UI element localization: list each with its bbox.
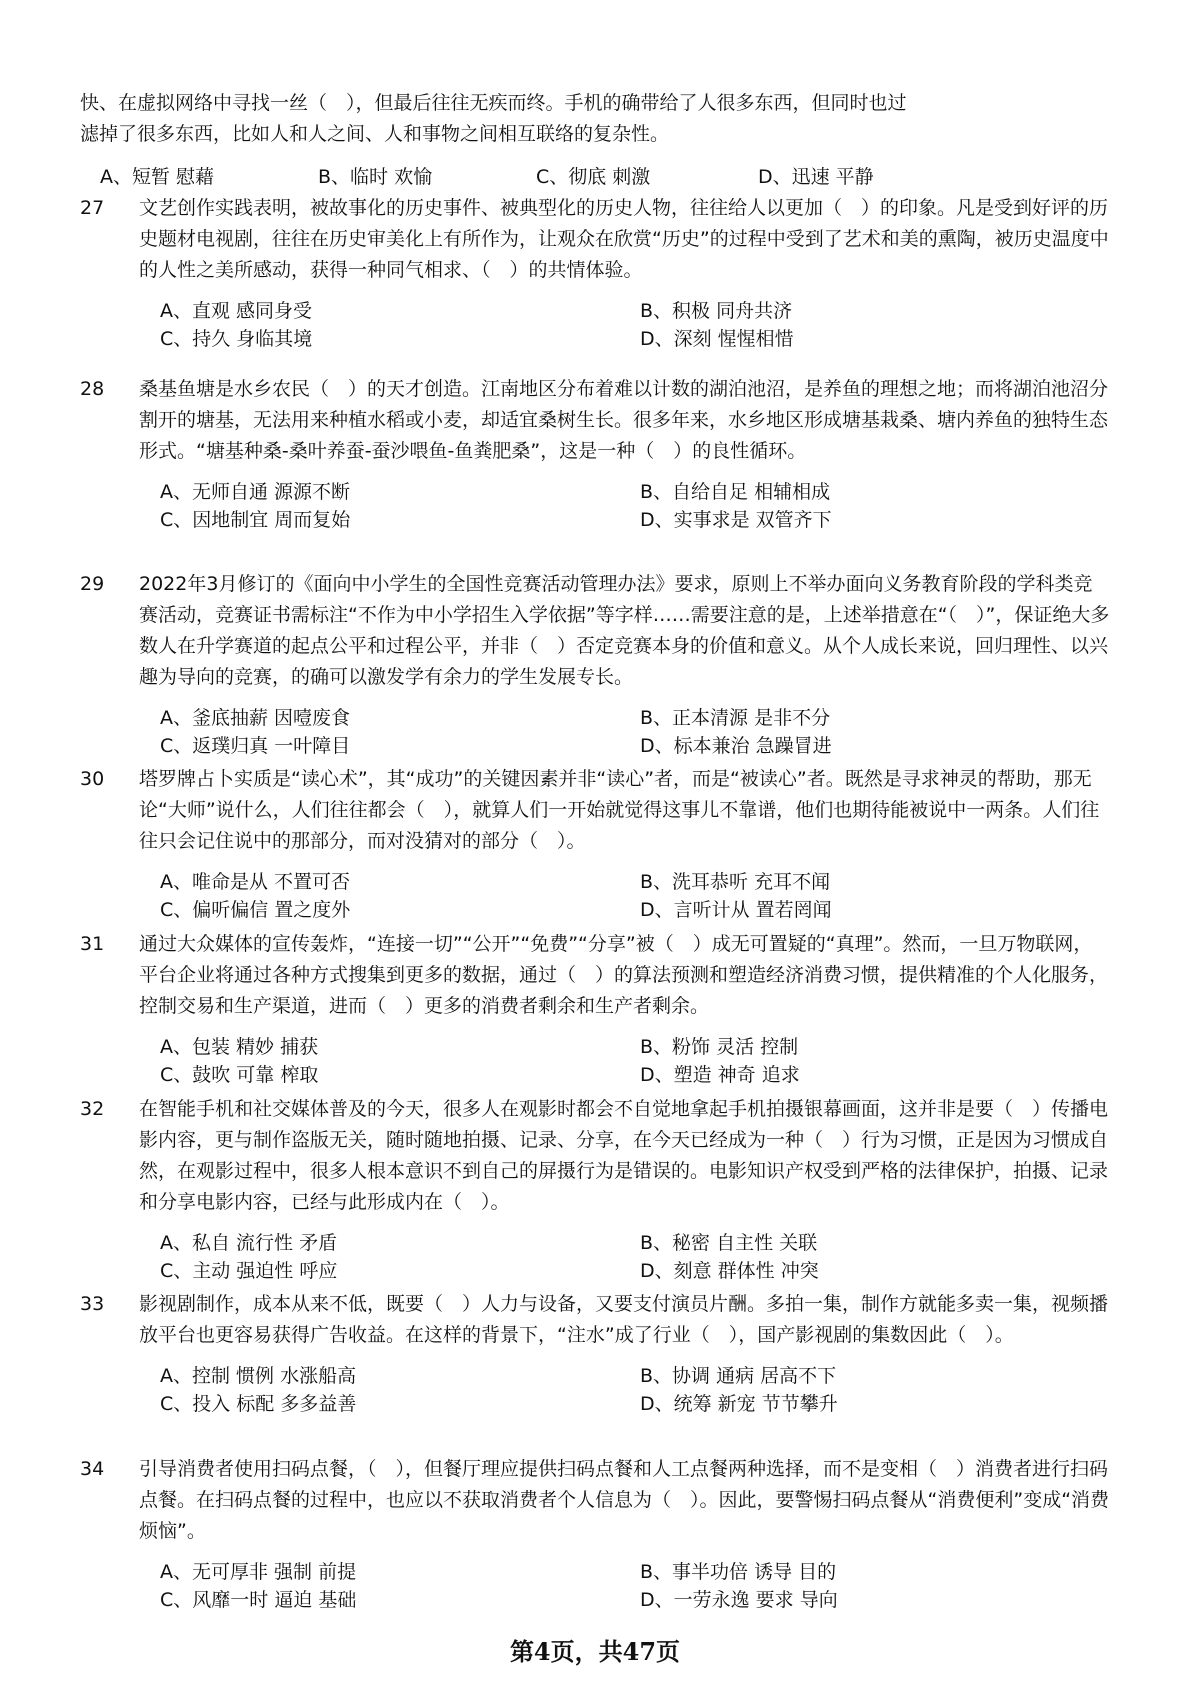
question-34 (80, 1454, 1110, 1614)
question-30 (80, 764, 1110, 924)
question-28 (80, 374, 1110, 534)
question-text: 2022年3月修订的《面向中小学生的全国性竞赛活动管理办法》要求，原则上不举办面向义务教育阶段的学科类竞赛活动，竞赛证书需标注“不作为中小学招生入学依据”等字样……需要注意的是，上述举措意在“（ ）”，保证绝大多数人在升学赛道的起点公平和过程公平，并非（ ）否定竞赛本身的价值和意义。从个人成长来说，回归理性、以兴趣为导向的竞赛，的确可以激发学有余力的学生发展专长。 (139, 573, 1110, 688)
option-b: B、粉饰 灵活 控制 (640, 1036, 799, 1058)
question-26-options (100, 162, 1060, 193)
option-b: B、事半功倍 诱导 目的 (640, 1561, 837, 1583)
question-number: 34 (80, 1458, 105, 1480)
option-c: C、持久 身临其境 (160, 328, 313, 350)
option-a: A、唯命是从 不置可否 (160, 871, 351, 893)
options (160, 478, 1110, 534)
intro-line: 滤掉了很多东西，比如人和人之间、人和事物之间相互联络的复杂性。 (80, 123, 670, 145)
question-text: 通过大众媒体的宣传轰炸，“连接一切”“公开”“免费”“分享”被（ ）成无可置疑的“真理”。然而，一旦万物联网，平台企业将通过各种方式搜集到更多的数据，通过（ ）的算法预测和塑造经济消费习惯，提供精准的个人化服务，控制交易和生产渠道，进而（ ）更多的消费者剩余和生产者剩余。 (139, 933, 1109, 1017)
option-a: A、短暂 慰藉 (100, 166, 215, 188)
option-d: D、实事求是 双管齐下 (640, 509, 832, 531)
option-b: B、协调 通病 居高不下 (640, 1365, 837, 1387)
question-number: 30 (80, 768, 105, 790)
question-text: 影视剧制作，成本从来不低，既要（ ）人力与设备，又要支付演员片酬。多拍一集，制作方就能多卖一集，视频播放平台也更容易获得广告收益。在这样的背景下，“注水”成了行业（ ），国产影视剧的集数因此（ ）。 (139, 1293, 1109, 1346)
question-number: 31 (80, 933, 105, 955)
question-number: 33 (80, 1293, 105, 1315)
option-a: A、包装 精妙 捕获 (160, 1036, 319, 1058)
question-text: 桑基鱼塘是水乡农民（ ）的天才创造。江南地区分布着难以计数的湖泊池沼，是养鱼的理想之地；而将湖泊池沼分割开的塘基，无法用来种植水稻或小麦，却适宜桑树生长。很多年来，水乡地区形成塘基栽桑、塘内养鱼的独特生态形式。“塘基种桑-桑叶养蚕-蚕沙喂鱼-鱼粪肥桑”，这是一种（ ）的良性循环。 (139, 378, 1109, 462)
question-32 (80, 1094, 1110, 1285)
question-number: 28 (80, 378, 105, 400)
option-a: A、控制 惯例 水涨船高 (160, 1365, 357, 1387)
options (160, 1229, 1110, 1285)
option-c: C、返璞归真 一叶障目 (160, 735, 351, 757)
options (160, 1033, 1110, 1089)
option-c: C、偏听偏信 置之度外 (160, 899, 351, 921)
option-d: D、标本兼治 急躁冒进 (640, 735, 832, 757)
question-33 (80, 1289, 1110, 1418)
option-b: B、临时 欢愉 (318, 166, 433, 188)
options (160, 1558, 1110, 1614)
option-a: A、私自 流行性 矛盾 (160, 1232, 338, 1254)
option-b: B、正本清源 是非不分 (640, 707, 831, 729)
question-31 (80, 929, 1110, 1089)
option-d: D、塑造 神奇 追求 (640, 1064, 800, 1086)
question-26-continuation (80, 88, 1110, 150)
question-29 (80, 569, 1110, 760)
question-text: 文艺创作实践表明，被故事化的历史事件、被典型化的历史人物，往往给人以更加（ ）的印象。凡是受到好评的历史题材电视剧，往往在历史审美化上有所作为，让观众在欣赏“历史”的过程中受到了艺术和美的熏陶，被历史温度中的人性之美所感动，获得一种同气相求、（ ）的共情体验。 (139, 197, 1109, 281)
option-d: D、言听计从 置若罔闻 (640, 899, 832, 921)
option-d: D、统筹 新宠 节节攀升 (640, 1393, 838, 1415)
option-d: D、刻意 群体性 冲突 (640, 1260, 819, 1282)
option-b: B、自给自足 相辅相成 (640, 481, 831, 503)
question-27 (80, 193, 1110, 353)
question-number: 32 (80, 1098, 105, 1120)
option-b: B、秘密 自主性 关联 (640, 1232, 818, 1254)
options (160, 1362, 1110, 1418)
option-a: A、无师自通 源源不断 (160, 481, 351, 503)
question-text: 在智能手机和社交媒体普及的今天，很多人在观影时都会不自觉地拿起手机拍摄银幕画面，这并非是要（ ）传播电影内容，更与制作盗版无关，随时随地拍摄、记录、分享，在今天已经成为一种（ ）行为习惯，正是因为习惯成自然，在观影过程中，很多人根本意识不到自己的屏摄行为是错误的。电影知识产权受到严格的法律保护，拍摄、记录和分享电影内容，已经与此形成内在（ ）。 (139, 1098, 1109, 1213)
option-b: B、洗耳恭听 充耳不闻 (640, 871, 831, 893)
question-number: 29 (80, 573, 105, 595)
intro-line: 快、在虚拟网络中寻找一丝（ ），但最后往往无疾而终。手机的确带给了人很多东西，但同时也过 (80, 92, 907, 114)
question-text: 引导消费者使用扫码点餐，（ ），但餐厅理应提供扫码点餐和人工点餐两种选择，而不是变相（ ）消费者进行扫码点餐。在扫码点餐的过程中，也应以不获取消费者个人信息为（ ）。因此，要警惕扫码点餐从“消费便利”变成“消费烦恼”。 (139, 1458, 1110, 1542)
option-d: D、迅速 平静 (758, 166, 874, 188)
option-b: B、积极 同舟共济 (640, 300, 793, 322)
option-d: D、深刻 惺惺相惜 (640, 328, 794, 350)
question-number: 27 (80, 197, 105, 219)
option-c: C、彻底 刺激 (536, 166, 651, 188)
option-c: C、主动 强迫性 呼应 (160, 1260, 338, 1282)
options (160, 704, 1110, 760)
option-a: A、无可厚非 强制 前提 (160, 1561, 357, 1583)
option-a: A、直观 感同身受 (160, 300, 313, 322)
option-c: C、投入 标配 多多益善 (160, 1393, 357, 1415)
option-d: D、一劳永逸 要求 导向 (640, 1589, 838, 1611)
option-c: C、风靡一时 逼迫 基础 (160, 1589, 357, 1611)
question-text: 塔罗牌占卜实质是“读心术”，其“成功”的关键因素并非“读心”者，而是“被读心”者。既然是寻求神灵的帮助，那无论“大师”说什么，人们往往都会（ ），就算人们一开始就觉得这事儿不靠谱，他们也期待能被说中一两条。人们往往只会记住说中的那部分，而对没猜对的部分（ ）。 (139, 768, 1100, 852)
options (160, 297, 1110, 353)
option-a: A、釜底抽薪 因噎废食 (160, 707, 351, 729)
page-footer: 第4页，共47页 (509, 1637, 681, 1666)
options (160, 868, 1110, 924)
option-c: C、鼓吹 可靠 榨取 (160, 1064, 319, 1086)
option-c: C、因地制宜 周而复始 (160, 509, 351, 531)
